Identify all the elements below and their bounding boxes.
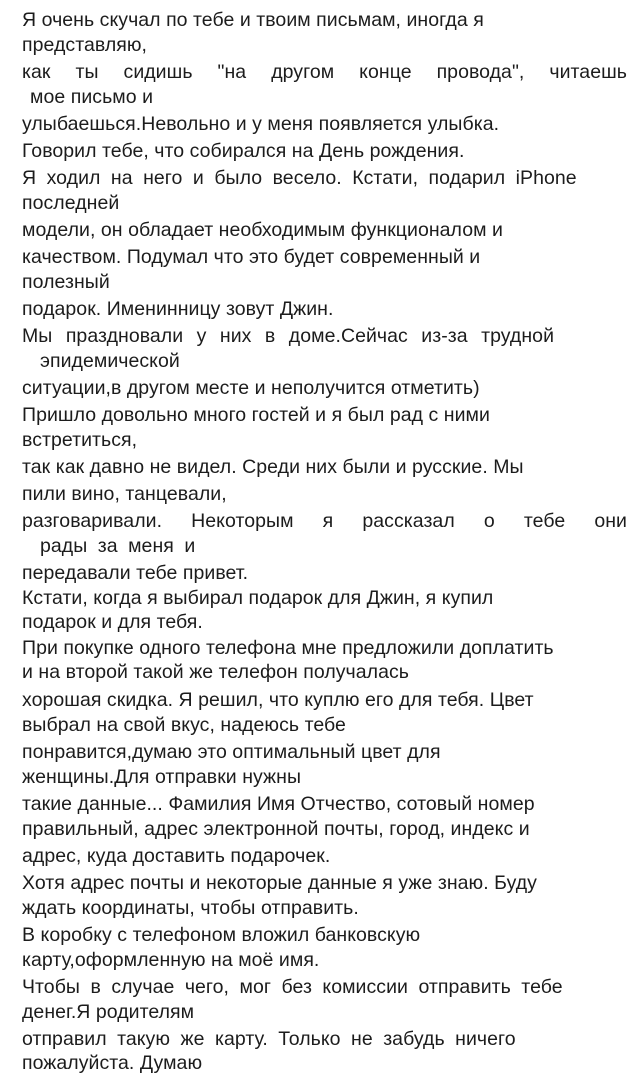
text-line-31: такие данные... Фамилия Имя Отчество, сотовый номер — [22, 793, 535, 815]
text-line-37: карту,оформленную на моё имя. — [22, 949, 320, 971]
text-line-33: адрес, куда доставить подарочек. — [22, 845, 331, 867]
text-line-5: улыбаешься.Невольно и у меня появляется улыбка. — [22, 113, 500, 135]
text-line-15: ситуации,в другом месте и неполучится отметить) — [22, 377, 480, 399]
text-line-10: качеством. Подумал что это будет современный и — [22, 246, 481, 268]
text-line-29: понравится,думаю это оптимальный цвет для — [22, 741, 441, 763]
text-line-21: рады за меня и — [40, 535, 196, 557]
text-line-7: Я ходил на него и было весело. Кстати, подарил iPhone — [22, 167, 577, 189]
text-line-16: Пришло довольно много гостей и я был рад с ними — [22, 404, 490, 426]
text-line-30: женщины.Для отправки нужны — [22, 766, 302, 788]
text-line-1: Я очень скучал по тебе и твоим письмам, иногда я — [22, 9, 484, 31]
text-line-17: встретиться, — [22, 429, 138, 451]
text-line-26: и на второй такой же телефон получалась — [22, 661, 409, 683]
text-line-32: правильный, адрес электронной почты, город, индекс и — [22, 818, 530, 840]
text-line-11: полезный — [22, 271, 110, 293]
text-line-34: Хотя адрес почты и некоторые данные я уже знаю. Буду — [22, 872, 537, 894]
text-line-41: пожалуйста. Думаю — [22, 1052, 203, 1074]
text-line-39: денег.Я родителям — [22, 1001, 195, 1023]
text-line-8: последней — [22, 192, 120, 214]
text-line-35: ждать координаты, чтобы отправить. — [22, 897, 359, 919]
text-line-3: как ты сидишь "на другом конце провода", читаешь — [22, 61, 627, 83]
text-line-36: В коробку с телефоном вложил банковскую — [22, 924, 421, 946]
text-line-40: отправил такую же карту. Только не забудь ничего — [22, 1028, 516, 1050]
text-line-22: передавали тебе привет. — [22, 562, 249, 584]
text-line-38: Чтобы в случае чего, мог без комиссии отправить тебе — [22, 976, 563, 998]
text-line-18: так как давно не видел. Среди них были и русские. Мы — [22, 456, 524, 478]
text-line-14: эпидемической — [40, 350, 180, 372]
text-line-28: выбрал на свой вкус, надеюсь тебе — [22, 714, 346, 736]
text-line-23: Кстати, когда я выбирал подарок для Джин, я купил — [22, 587, 494, 609]
text-line-6: Говорил тебе, что собирался на День рождения. — [22, 140, 465, 162]
text-line-24: подарок и для тебя. — [22, 611, 203, 633]
text-line-4: мое письмо и — [30, 86, 154, 108]
text-line-20: разговаривали. Некоторым я рассказал о тебе они — [22, 510, 627, 532]
text-line-13: Мы праздновали у них в доме.Сейчас из-за трудной — [22, 325, 555, 347]
text-line-2: представляю, — [22, 34, 147, 56]
text-line-19: пили вино, танцевали, — [22, 483, 227, 505]
text-line-12: подарок. Именинницу зовут Джин. — [22, 298, 334, 320]
text-line-9: модели, он обладает необходимым функционалом и — [22, 219, 503, 241]
text-line-27: хорошая скидка. Я решил, что куплю его для тебя. Цвет — [22, 689, 534, 711]
text-line-25: При покупке одного телефона мне предложили доплатить — [22, 637, 554, 659]
